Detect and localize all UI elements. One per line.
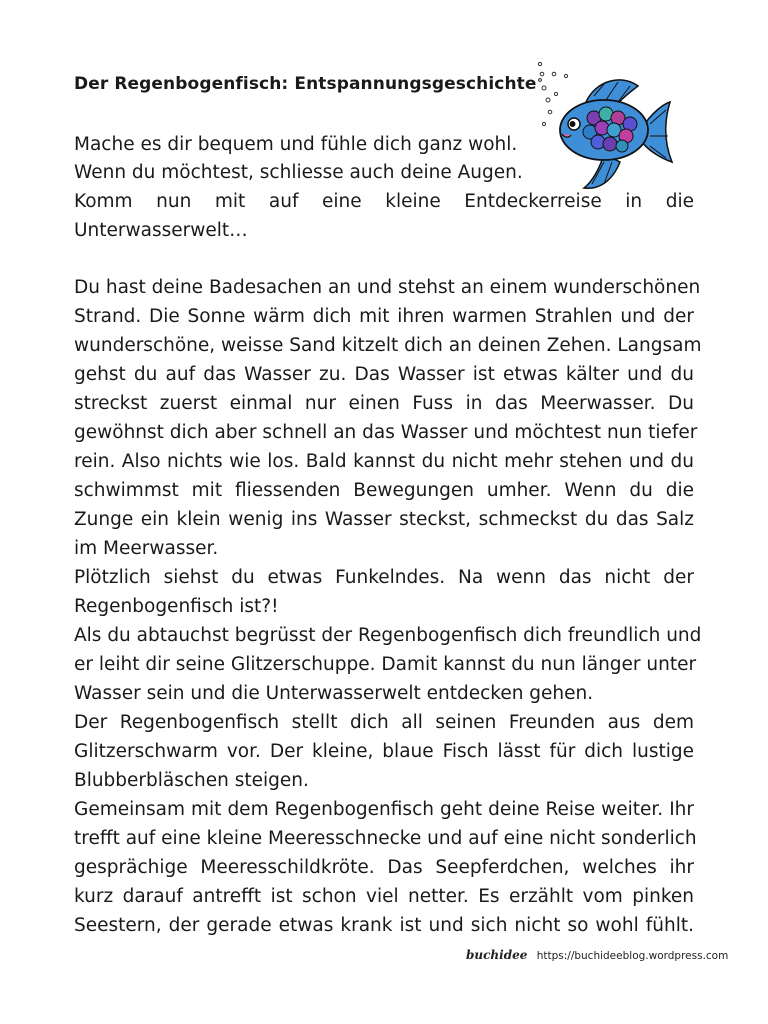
text-line: Komm nun mit auf eine kleine Entdeckerreise in die	[74, 191, 694, 212]
text-line: gewöhnst dich aber schnell an das Wasser und möchtest nun tiefer	[74, 422, 698, 443]
text-line: er leiht dir seine Glitzerschuppe. Damit kannst du nun länger unter	[74, 654, 697, 675]
text-line: Du hast deine Badesachen an und stehst an einem wunderschönen	[74, 277, 701, 298]
text-line: Gemeinsam mit dem Regenbogenfisch geht deine Reise weiter. Ihr	[74, 799, 694, 820]
text-line: gesprächige Meeresschildkröte. Das Seepferdchen, welches ihr	[74, 857, 694, 878]
text-line: Wasser sein und die Unterwasserwelt entdecken gehen.	[74, 683, 594, 704]
text-line: Blubberbläschen steigen.	[74, 770, 309, 791]
text-line: Zunge ein klein wenig ins Wasser steckst, schmeckst du das Salz	[74, 509, 694, 530]
text-line: Glitzerschwarm vor. Der kleine, blaue Fisch lässt für dich lustige	[74, 741, 694, 762]
text-line: Plötzlich siehst du etwas Funkelndes. Na wenn das nicht der	[74, 567, 694, 588]
text-line: Regenbogenfisch ist?!	[74, 596, 279, 617]
document-title: Der Regenbogenfisch: Entspannungsgeschichte	[74, 74, 537, 94]
text-line: Als du abtauchst begrüsst der Regenbogenfisch dich freundlich und	[74, 625, 702, 646]
text-line: Seestern, der gerade etwas krank ist und sich nicht so wohl fühlt.	[74, 915, 694, 936]
text-line: Strand. Die Sonne wärm dich mit ihren warmen Strahlen und der	[74, 306, 694, 327]
text-line: gehst du auf das Wasser zu. Das Wasser ist etwas kälter und du	[74, 364, 694, 385]
rainbow-fish-icon	[534, 58, 674, 198]
text-line: wunderschöne, weisse Sand kitzelt dich an deinen Zehen. Langsam	[74, 335, 702, 356]
text-line: Wenn du möchtest, schliesse auch deine Augen.	[74, 162, 523, 183]
footer	[466, 948, 728, 962]
text-line: streckst zuerst einmal nur einen Fuss in das Meerwasser. Du	[74, 393, 694, 414]
text-line: rein. Also nichts wie los. Bald kannst du nicht mehr stehen und du	[74, 451, 694, 472]
text-line: Der Regenbogenfisch stellt dich all seinen Freunden aus dem	[74, 712, 694, 733]
text-line: Unterwasserwelt…	[74, 220, 248, 241]
text-line: im Meerwasser.	[74, 538, 219, 559]
footer-url-link[interactable]: https://buchideeblog.wordpress.com	[536, 950, 729, 962]
text-line: schwimmst mit fliessenden Bewegungen umher. Wenn du die	[74, 480, 694, 501]
brand-logo: buchidee	[466, 948, 528, 962]
text-line: kurz darauf antrefft ist schon viel netter. Es erzählt vom pinken	[74, 886, 694, 907]
text-line: Mache es dir bequem und fühle dich ganz wohl.	[74, 134, 518, 155]
text-line: trefft auf eine kleine Meeresschnecke und auf eine nicht sonderlich	[74, 828, 697, 849]
